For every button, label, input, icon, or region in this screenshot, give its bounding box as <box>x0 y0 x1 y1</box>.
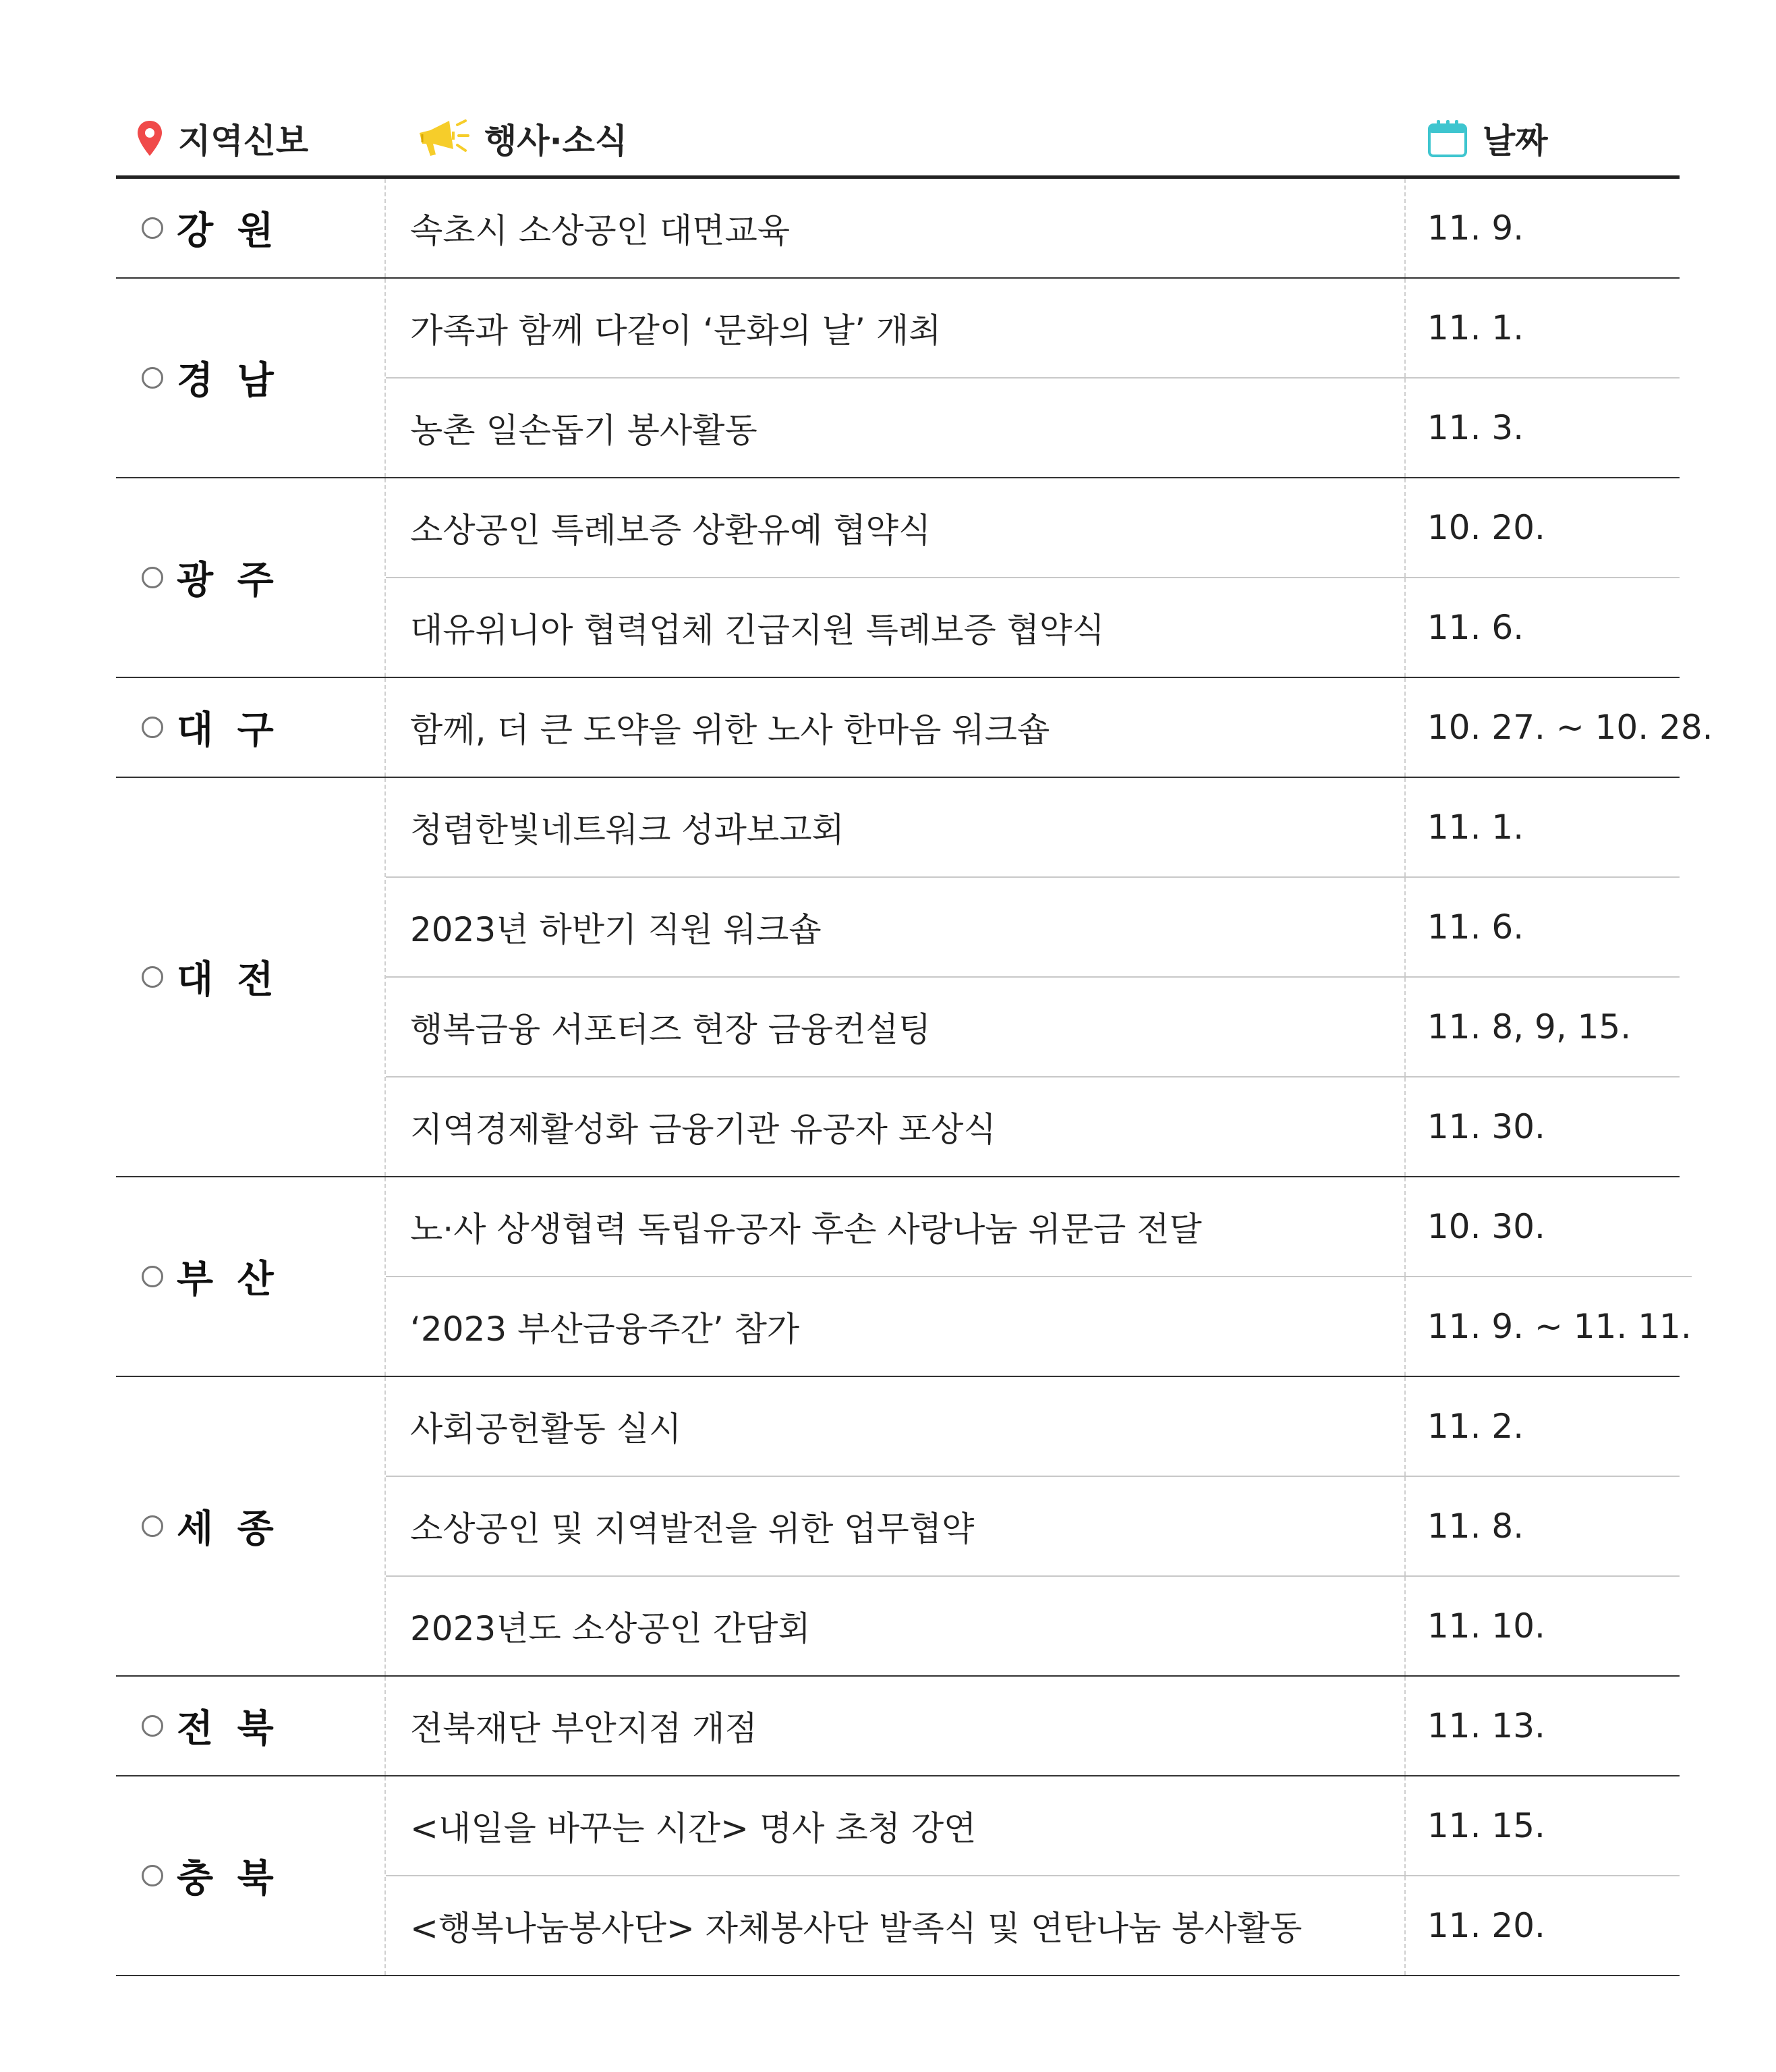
region-rows <box>386 179 1680 277</box>
event-title: 함께, 더 큰 도약을 위한 노사 한마음 워크숍 <box>386 678 1406 777</box>
table-row <box>386 478 1680 578</box>
region-name: 세 종 <box>177 1507 279 1551</box>
region-cell <box>116 478 386 677</box>
region-group <box>116 1377 1680 1677</box>
table-row <box>386 179 1680 277</box>
circle-bullet-icon <box>142 217 163 239</box>
event-date: 10. 20. <box>1427 508 1545 547</box>
region-header-label: 지역신보 <box>178 121 309 161</box>
event-title: 농촌 일손돕기 봉사활동 <box>386 379 1406 477</box>
event-date: 11. 15. <box>1427 1806 1545 1845</box>
event-title: 가족과 함께 다같이 ‘문화의 날’ 개최 <box>386 279 1406 377</box>
table-row <box>386 1077 1680 1176</box>
circle-bullet-icon <box>142 1715 163 1737</box>
table-row <box>386 1577 1680 1675</box>
event-date: 11. 2. <box>1427 1407 1524 1446</box>
circle-bullet-icon <box>142 1515 163 1537</box>
region-rows <box>386 1776 1680 1975</box>
circle-bullet-icon <box>142 1865 163 1886</box>
region-group <box>116 1177 1692 1377</box>
table-row <box>386 878 1680 978</box>
event-table <box>116 101 1713 1976</box>
circle-bullet-icon <box>142 567 163 588</box>
event-title: 소상공인 및 지역발전을 위한 업무협약 <box>386 1477 1406 1575</box>
event-date: 11. 8. <box>1427 1507 1524 1546</box>
event-title: 행복금융 서포터즈 현장 금융컨설팅 <box>386 978 1406 1076</box>
circle-bullet-icon <box>142 717 163 738</box>
region-group <box>116 1776 1680 1976</box>
event-title: 2023년도 소상공인 간담회 <box>386 1577 1406 1675</box>
region-name: 부 산 <box>177 1258 279 1301</box>
region-cell <box>116 778 386 1176</box>
event-title: 소상공인 특례보증 상환유예 협약식 <box>386 478 1406 577</box>
event-date: 11. 3. <box>1427 408 1524 447</box>
event-date: 11. 6. <box>1427 907 1524 947</box>
event-date: 11. 10. <box>1427 1606 1545 1646</box>
table-row <box>386 1876 1680 1975</box>
region-group <box>116 179 1680 279</box>
region-cell <box>116 279 386 477</box>
table-row <box>386 1776 1680 1876</box>
date-header-label: 날짜 <box>1483 121 1548 161</box>
region-group <box>116 478 1680 678</box>
location-pin-icon <box>136 119 163 157</box>
region-rows <box>386 279 1680 477</box>
region-rows <box>386 478 1680 677</box>
region-cell <box>116 678 386 777</box>
table-row <box>386 1177 1692 1277</box>
calendar-icon <box>1427 119 1468 158</box>
region-rows <box>386 1677 1680 1775</box>
event-title: 사회공헌활동 실시 <box>386 1377 1406 1476</box>
event-date: 11. 20. <box>1427 1906 1545 1945</box>
region-name: 강 원 <box>177 209 279 253</box>
event-title: 청렴한빛네트워크 성과보고회 <box>386 778 1406 876</box>
table-row <box>386 678 1713 777</box>
table-header <box>116 101 1680 179</box>
region-rows <box>386 678 1713 777</box>
circle-bullet-icon <box>142 1266 163 1287</box>
region-cell <box>116 179 386 277</box>
region-cell <box>116 1377 386 1675</box>
circle-bullet-icon <box>142 367 163 389</box>
event-title: ‘2023 부산금융주간’ 참가 <box>386 1277 1406 1376</box>
event-date: 11. 9. <box>1427 208 1524 248</box>
region-rows <box>386 1377 1680 1675</box>
date-column-header <box>1406 114 1680 163</box>
region-name: 경 남 <box>177 359 279 403</box>
region-group <box>116 279 1680 478</box>
event-title: 2023년 하반기 직원 워크숍 <box>386 878 1406 976</box>
region-cell <box>116 1177 386 1376</box>
table-row <box>386 1377 1680 1477</box>
region-name: 충 북 <box>177 1857 279 1901</box>
event-date: 11. 30. <box>1427 1107 1545 1146</box>
event-title: <내일을 바꾸는 시간> 명사 초청 강연 <box>386 1776 1406 1875</box>
table-row <box>386 279 1680 379</box>
table-row <box>386 978 1680 1077</box>
table-row <box>386 379 1680 477</box>
event-date: 10. 30. <box>1427 1207 1545 1246</box>
event-title: 대유위니아 협력업체 긴급지원 특례보증 협약식 <box>386 578 1406 677</box>
megaphone-icon <box>416 118 469 159</box>
region-group <box>116 1677 1680 1776</box>
region-rows <box>386 778 1680 1176</box>
table-row <box>386 1277 1692 1376</box>
region-rows <box>386 1177 1692 1376</box>
event-header-label: 행사·소식 <box>484 121 628 161</box>
table-row <box>386 1477 1680 1577</box>
event-date: 11. 8, 9, 15. <box>1427 1007 1632 1046</box>
event-date: 10. 27. ~ 10. 28. <box>1427 708 1713 747</box>
region-name: 대 구 <box>177 708 279 752</box>
region-column-header <box>116 114 386 163</box>
region-cell <box>116 1677 386 1775</box>
region-name: 대 전 <box>177 958 279 1002</box>
table-row <box>386 1677 1680 1775</box>
region-group <box>116 678 1713 778</box>
event-column-header <box>386 114 1406 163</box>
event-title: 속초시 소상공인 대면교육 <box>386 179 1406 277</box>
event-title: 전북재단 부안지점 개점 <box>386 1677 1406 1775</box>
event-date: 11. 13. <box>1427 1706 1545 1745</box>
event-title: <행복나눔봉사단> 자체봉사단 발족식 및 연탄나눔 봉사활동 <box>386 1876 1406 1975</box>
event-title: 지역경제활성화 금융기관 유공자 포상식 <box>386 1077 1406 1176</box>
circle-bullet-icon <box>142 966 163 988</box>
region-group <box>116 778 1680 1177</box>
event-date: 11. 1. <box>1427 308 1524 347</box>
region-cell <box>116 1776 386 1975</box>
region-name: 전 북 <box>177 1707 279 1751</box>
event-date: 11. 1. <box>1427 808 1524 847</box>
event-title: 노·사 상생협력 독립유공자 후손 사랑나눔 위문금 전달 <box>386 1177 1406 1276</box>
event-date: 11. 9. ~ 11. 11. <box>1427 1307 1692 1346</box>
table-body <box>116 179 1713 1976</box>
table-row <box>386 778 1680 878</box>
region-name: 광 주 <box>177 559 279 603</box>
table-row <box>386 578 1680 677</box>
event-date: 11. 6. <box>1427 608 1524 647</box>
